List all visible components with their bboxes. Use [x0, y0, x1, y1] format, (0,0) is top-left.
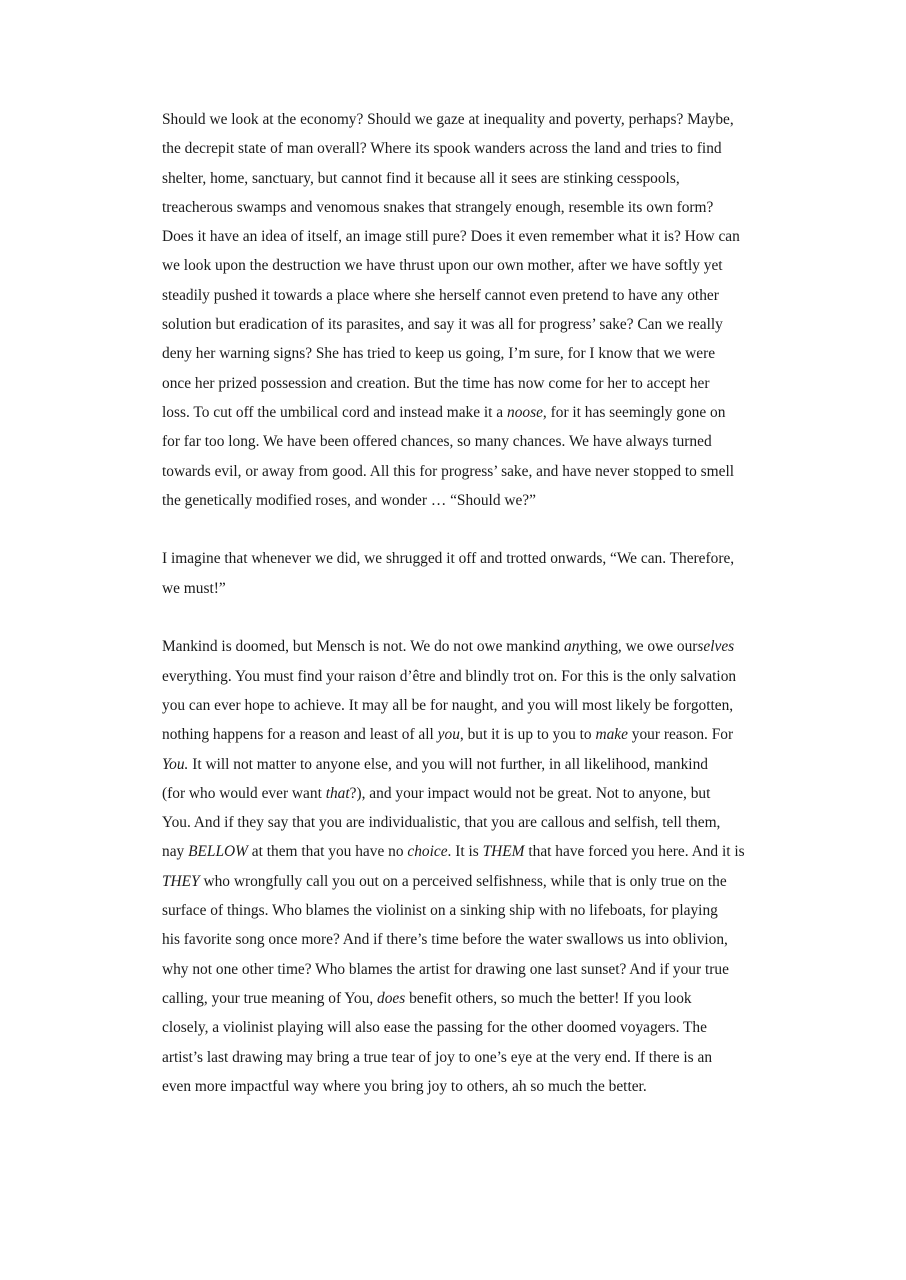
text-run: benefit others, so much the better! If you look	[405, 989, 692, 1007]
text-run: the genetically modified roses, and wonder … “Should we?”	[162, 491, 536, 509]
text-run: You. And if they say that you are individualistic, that you are callous and selfish, tell them,	[162, 814, 721, 832]
italic-text: noose	[507, 403, 543, 421]
text-line	[162, 1043, 804, 1072]
text-run: loss. To cut off the umbilical cord and instead make it a	[162, 403, 507, 421]
text-run: solution but eradication of its parasites, and say it was all for progress’ sake? Can we really	[162, 316, 723, 334]
text-run: your reason. For	[627, 726, 734, 744]
italic-text: THEY	[162, 872, 200, 890]
text-run: nay	[162, 843, 189, 861]
text-run: shelter, home, sanctuary, but cannot find it because all it sees are stinking cesspools,	[162, 169, 680, 187]
text-line	[162, 720, 804, 749]
italic-text: BELLOW	[188, 843, 248, 861]
text-run: towards evil, or away from good. All this for progress’ sake, and have never stopped to smell	[162, 462, 735, 480]
text-run: artist’s last drawing may bring a true tear of joy to one’s eye at the very end. If there is an	[162, 1048, 713, 1066]
text-run: the decrepit state of man overall? Where its spook wanders across the land and tries to find	[162, 140, 722, 158]
text-line	[162, 574, 804, 603]
text-run: even more impactful way where you bring joy to others, ah so much the better.	[162, 1077, 647, 1095]
italic-text: that	[325, 784, 350, 802]
text-run: calling, your true meaning of You,	[162, 989, 378, 1007]
text-line	[162, 134, 804, 163]
text-run: ?), and your impact would not be great. Not to anyone, but	[349, 784, 711, 802]
text-run: treacherous swamps and venomous snakes that strangely enough, resemble its own form?	[162, 198, 714, 216]
italic-text: selves	[697, 638, 735, 656]
text-line	[162, 925, 804, 954]
text-run: thing, we owe our	[586, 638, 698, 656]
text-line	[162, 896, 804, 925]
text-line	[162, 193, 804, 222]
text-run: nothing happens for a reason and least of all	[162, 726, 438, 744]
text-line	[162, 808, 804, 837]
text-run: who wrongfully call you out on a perceived selfishness, while that is only true on the	[199, 872, 727, 890]
text-run: for far too long. We have been offered chances, so many chances. We have always turned	[162, 433, 712, 451]
text-run: Does it have an idea of itself, an image still pure? Does it even remember what it is? How can	[162, 228, 740, 246]
text-run: his favorite song once more? And if there’s time before the water swallows us into oblivion,	[162, 931, 728, 949]
italic-text: You.	[162, 755, 189, 773]
text-line	[162, 1013, 804, 1042]
text-line	[162, 398, 804, 427]
text-run: closely, a violinist playing will also ease the passing for the other doomed voyagers. The	[162, 1019, 707, 1037]
text-run: steadily pushed it towards a place where she herself cannot even pretend to have any other	[162, 286, 719, 304]
italic-text: you	[437, 726, 460, 744]
paragraph	[162, 544, 804, 603]
text-line	[162, 779, 804, 808]
text-run: once her prized possession and creation. But the time has now come for her to accept her	[162, 374, 710, 392]
paragraph	[162, 105, 804, 515]
text-run: , but it is up to you to	[459, 726, 596, 744]
text-line	[162, 984, 804, 1013]
text-run: I imagine that whenever we did, we shrugged it off and trotted onwards, “We can. Therefore,	[162, 550, 735, 568]
text-line	[162, 750, 804, 779]
italic-text: any	[564, 638, 587, 656]
text-run: we look upon the destruction we have thrust upon our own mother, after we have softly yet	[162, 257, 723, 275]
text-run: surface of things. Who blames the violinist on a sinking ship with no lifeboats, for playing	[162, 902, 718, 920]
text-line	[162, 251, 804, 280]
text-run: , for it has seemingly gone on	[542, 403, 726, 421]
text-line	[162, 867, 804, 896]
text-run: you can ever hope to achieve. It may all be for naught, and you will most likely be forgotten,	[162, 696, 734, 714]
text-run: Mankind is doomed, but Mensch is not. We do not owe mankind	[162, 638, 565, 656]
text-run: Should we look at the economy? Should we gaze at inequality and poverty, perhaps? Maybe,	[162, 111, 734, 128]
text-line	[162, 632, 804, 661]
text-run: at them that you have no	[247, 843, 408, 861]
italic-text: choice	[407, 843, 448, 861]
text-line	[162, 662, 804, 691]
text-run: that have forced you here. And it is	[524, 843, 745, 861]
italic-text: THEM	[482, 843, 525, 861]
text-run: . It is	[447, 843, 483, 861]
text-line	[162, 544, 804, 573]
text-run: deny her warning signs? She has tried to keep us going, I’m sure, for I know that we were	[162, 345, 716, 363]
text-line	[162, 105, 804, 134]
text-run: why not one other time? Who blames the artist for drawing one last sunset? And if your true	[162, 960, 729, 978]
document-body	[162, 105, 804, 1130]
italic-text: make	[595, 726, 628, 744]
text-line	[162, 369, 804, 398]
text-line	[162, 457, 804, 486]
text-run: It will not matter to anyone else, and you will not further, in all likelihood, mankind	[188, 755, 708, 773]
text-line	[162, 339, 804, 368]
text-run: we must!”	[162, 579, 226, 597]
text-line	[162, 427, 804, 456]
text-line	[162, 310, 804, 339]
text-run: (for who would ever want	[162, 784, 326, 802]
text-line	[162, 486, 804, 515]
text-line	[162, 164, 804, 193]
text-run: everything. You must find your raison d’être and blindly trot on. For this is the only salvation	[162, 667, 737, 685]
paragraph	[162, 632, 804, 1101]
text-line	[162, 1072, 804, 1101]
text-line	[162, 222, 804, 251]
italic-text: does	[377, 989, 406, 1007]
text-line	[162, 955, 804, 984]
text-line	[162, 281, 804, 310]
text-line	[162, 691, 804, 720]
text-line	[162, 837, 804, 866]
